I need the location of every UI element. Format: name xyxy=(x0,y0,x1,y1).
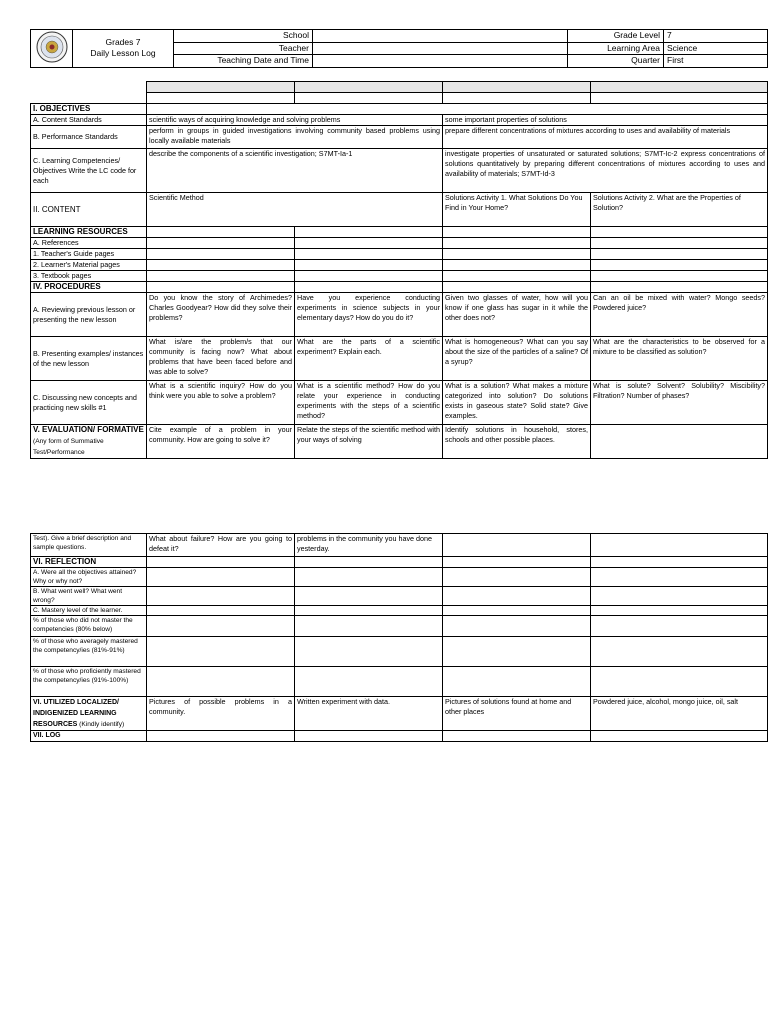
quarter-label: Quarter xyxy=(568,55,664,68)
utilized-resources-day2: Written experiment with data. xyxy=(295,697,443,731)
content-standards-b: some important properties of solutions xyxy=(443,115,768,126)
learning-area-value[interactable]: Science xyxy=(664,42,768,55)
evaluation-day3: Identify solutions in household, stores, schools and other possible places. xyxy=(443,425,591,459)
utilized-resources-heading: VI. UTILIZED LOCALIZED/ INDIGENIZED LEARNING RESOURCES xyxy=(33,699,119,728)
utilized-resources-day4: Powdered juice, alcohol, mongo juice, oil, salt xyxy=(591,697,768,731)
deped-logo xyxy=(31,30,73,68)
seal-icon xyxy=(36,31,68,63)
day4-header xyxy=(591,82,768,93)
procedure-c-label: C. Discussing new concepts and practicing new skills #1 xyxy=(31,381,147,425)
title-line1: Grades 7 xyxy=(105,36,141,47)
teaching-date-label: Teaching Date and Time xyxy=(174,55,313,68)
performance-standards-a: perform in groups in guided investigations involving community based problems using locally available materials xyxy=(147,126,443,149)
day2-header xyxy=(295,82,443,93)
utilized-resources-day1: Pictures of possible problems in a community. xyxy=(147,697,295,731)
day3-header xyxy=(443,82,591,93)
school-value[interactable] xyxy=(313,30,568,43)
lesson-table xyxy=(30,81,768,459)
learners-material-label: 2. Learner's Material pages xyxy=(31,260,147,271)
utilized-resources-subtext: (Kindly identify) xyxy=(77,721,125,728)
procedure-c-day4: What is solute? Solvent? Solubility? Miscibility? Filtration? Number of phases? xyxy=(591,381,768,425)
teaching-date-value[interactable] xyxy=(313,55,568,68)
evaluation-day1: Cite example of a problem in your community. How are going to solve it? xyxy=(147,425,295,459)
reflection-d: % of those who did not master the competencies (80% below) xyxy=(31,616,147,637)
teacher-value[interactable] xyxy=(313,42,568,55)
performance-standards-label: B. Performance Standards xyxy=(31,126,147,149)
procedures-heading: IV. PROCEDURES xyxy=(31,282,147,293)
evaluation-day4 xyxy=(591,425,768,459)
learning-area-label: Learning Area xyxy=(568,42,664,55)
utilized-resources-label xyxy=(31,697,147,731)
procedure-a-day4: Can an oil be mixed with water? Mongo seeds? Powdered juice? xyxy=(591,293,768,337)
objectives-heading: I. OBJECTIVES xyxy=(31,104,147,115)
performance-standards-b: prepare different concentrations of mixtures according to uses and availability of materials xyxy=(443,126,768,149)
title-cell xyxy=(73,30,174,68)
evaluation-day2: Relate the steps of the scientific method with your ways of solving xyxy=(295,425,443,459)
utilized-resources-day3: Pictures of solutions found at home and other places xyxy=(443,697,591,731)
evaluation-continued-day1: What about failure? How are you going to defeat it? xyxy=(147,534,295,557)
procedure-c-day1: What is a scientific inquiry? How do you think were you able to solve a problem? xyxy=(147,381,295,425)
log-heading: VII. LOG xyxy=(31,731,147,742)
reflection-e: % of those who averagely mastered the competency/ies (81%-91%) xyxy=(31,637,147,667)
procedure-b-day4: What are the characteristics to be observed for a mixture to be classified as solution? xyxy=(591,337,768,381)
procedure-b-day1: What is/are the problem/s that our community is facing now? What about problems that have been faced before and was able to solve? xyxy=(147,337,295,381)
day1-header xyxy=(147,82,295,93)
lesson-table-continued xyxy=(30,533,768,742)
evaluation-continued-label: Test). Give a brief description and sample questions. xyxy=(31,534,147,557)
procedure-c-day3: What is a solution? What makes a mixture categorized into solution? Do solutions exists in gaseous state? Solid state? Give examples. xyxy=(443,381,591,425)
procedure-a-day3: Given two glasses of water, how will you know if one glass has sugar in it while the other does not? xyxy=(443,293,591,337)
content-standards-a: scientific ways of acquiring knowledge and solving problems xyxy=(147,115,443,126)
procedure-b-day2: What are the parts of a scientific experiment? Explain each. xyxy=(295,337,443,381)
reflection-heading: VI. REFLECTION xyxy=(31,557,147,568)
procedure-a-day2: Have you experience conducting experiments in science subjects in your elementary days? How do you do it? xyxy=(295,293,443,337)
content-heading: II. CONTENT xyxy=(31,193,147,227)
grade-level-label: Grade Level xyxy=(568,30,664,43)
evaluation-heading: V. EVALUATION/ FORMATIVE xyxy=(33,425,144,434)
content-d: Solutions Activity 2. What are the Properties of Solution? xyxy=(591,193,768,227)
textbook-label: 3. Textbook pages xyxy=(31,271,147,282)
content-a: Scientific Method xyxy=(147,193,443,227)
learning-competencies-a: describe the components of a scientific investigation; S7MT-Ia-1 xyxy=(147,149,443,193)
header-table xyxy=(30,29,768,68)
evaluation-continued-day2: problems in the community you have done yesterday. xyxy=(295,534,443,557)
teachers-guide-label: 1. Teacher's Guide pages xyxy=(31,249,147,260)
blank-corner-2 xyxy=(31,93,147,104)
blank-corner xyxy=(31,82,147,93)
quarter-value[interactable]: First xyxy=(664,55,768,68)
grade-level-value[interactable]: 7 xyxy=(664,30,768,43)
teacher-label: Teacher xyxy=(174,42,313,55)
procedure-a-day1: Do you know the story of Archimedes? Charles Goodyear? How did they solve their problems? xyxy=(147,293,295,337)
procedure-b-label: B. Presenting examples/ instances of the new lesson xyxy=(31,337,147,381)
reflection-b: B. What went well? What went wrong? xyxy=(31,587,147,606)
reflection-a: A. Were all the objectives attained? Why or why not? xyxy=(31,568,147,587)
content-c: Solutions Activity 1. What Solutions Do You Find in Your Home? xyxy=(443,193,591,227)
procedure-b-day3: What is homogeneous? What can you say about the size of the particles of a saline? Of a syrup? xyxy=(443,337,591,381)
evaluation-subtext: (Any form of Summative Test/Performance xyxy=(33,438,104,456)
learning-resources-heading: LEARNING RESOURCES xyxy=(31,227,147,238)
school-label: School xyxy=(174,30,313,43)
learning-competencies-b: investigate properties of unsaturated or saturated solutions; S7MT-Ic-2 express concentrations of solutions quantitatively by preparing different concentrations of mixtures according to uses and availability of materials; S7MT-Id-3 xyxy=(443,149,768,193)
references-label: A. References xyxy=(31,238,147,249)
reflection-f: % of those who proficiently mastered the competency/ies (91%-100%) xyxy=(31,667,147,697)
procedure-a-label: A. Reviewing previous lesson or presenting the new lesson xyxy=(31,293,147,337)
learning-competencies-label: C. Learning Competencies/ Objectives Write the LC code for each xyxy=(31,149,147,193)
title-line2: Daily Lesson Log xyxy=(90,48,156,59)
evaluation-label xyxy=(31,425,147,459)
procedure-c-day2: What is a scientific method? How do you relate your experience in conducting experiments with the steps of a scientific method? xyxy=(295,381,443,425)
reflection-c: C. Mastery level of the learner. xyxy=(31,606,147,616)
content-standards-label: A. Content Standards xyxy=(31,115,147,126)
